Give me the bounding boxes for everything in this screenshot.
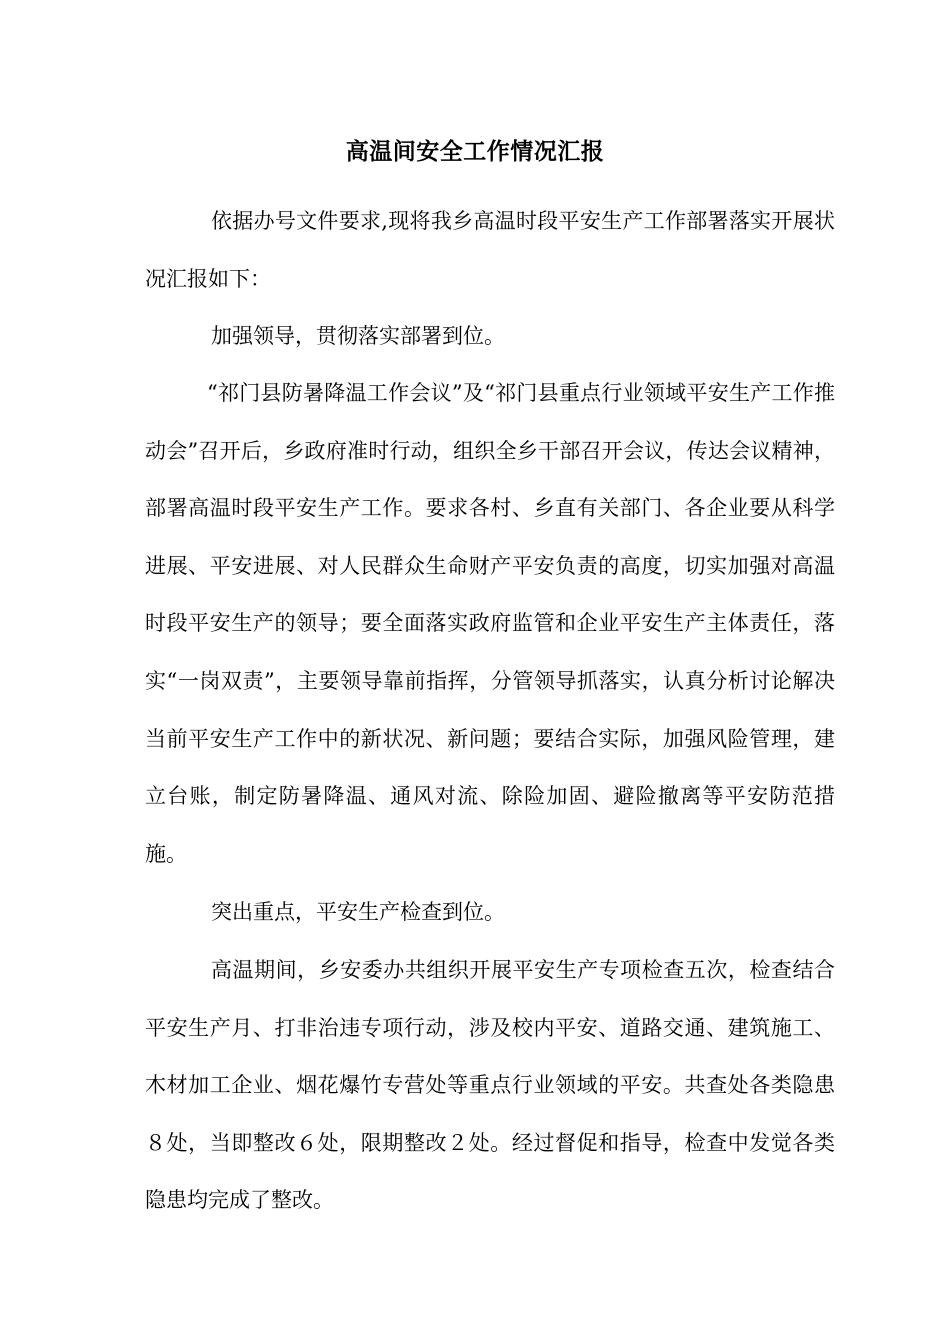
- paragraph-inspection-details: 高温期间，乡安委办共组织开展平安生产专项检查五次，检查结合平安生产月、打非治违专项行动，涉及校内平安、道路交通、建筑施工、木材加工企业、烟花爆竹专营处等重点行业领域的平安。共查处各类隐患８处，当即整改６处，限期整改２处。经过督促和指导，检查中发觉各类隐患均完成了整改。: [145, 958, 835, 1213]
- heading-inspection-focus: 突出重点，平安生产检查到位。: [211, 900, 505, 924]
- paragraph-leadership-details: “祁门县防暑降温工作会议”及“祁门县重点行业领域平安生产工作推动会”召开后，乡政府准时行动，组织全乡干部召开会议，传达会议精神，部署高温时段平安生产工作。要求各村、乡直有关部门、各企业要从科学进展、平安进展、对人民群众生命财产平安负责的高度，切实加强对高温时段平安生产的领导；要全面落实政府监管和企业平安生产主体责任，落实“一岗双责”，主要领导靠前指挥，分管领导抓落实，认真分析讨论解决当前平安生产工作中的新状况、新问题；要结合实际，加强风险管理，建立台账，制定防暑降温、通风对流、除险加固、避险撤离等平安防范措施。: [145, 381, 835, 866]
- document-title: 高温间安全工作情况汇报: [345, 139, 605, 165]
- heading-strengthen-leadership: 加强领导，贯彻落实部署到位。: [211, 324, 505, 348]
- paragraph-intro: 依据办号文件要求,现将我乡高温时段平安生产工作部署落实开展状况汇报如下：: [145, 209, 835, 291]
